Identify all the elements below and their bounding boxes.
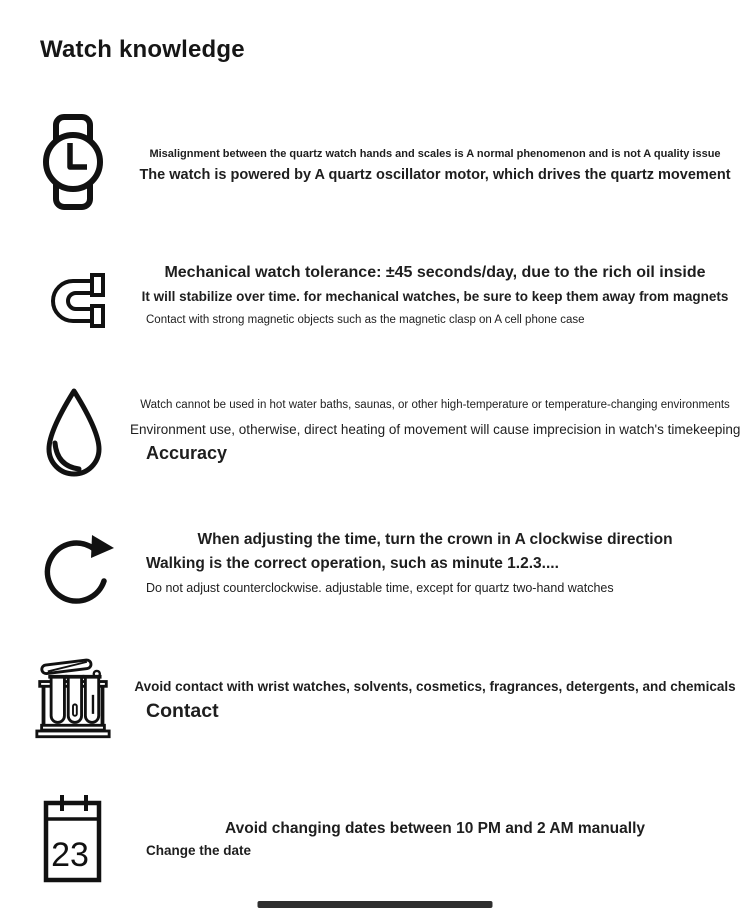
water-drop-icon [40, 385, 118, 481]
calendar-icon [40, 790, 118, 886]
section-contact [40, 643, 740, 745]
section-line: Mechanical watch tolerance: ±45 seconds/day, due to the rich oil inside [164, 264, 706, 281]
calendar-day-number: 23 [51, 836, 89, 874]
section-line: Environment use, otherwise, direct heating of movement will cause imprecision in watch's timekeeping [130, 422, 741, 437]
section-line: Watch cannot be used in hot water baths, saunas, or other high-temperature or temperature-changing environments [140, 399, 730, 411]
magnet-icon [40, 264, 118, 338]
section-line: When adjusting the time, turn the crown in A clockwise direction [197, 531, 673, 548]
section-magnetism [40, 262, 740, 338]
section-change-date [40, 790, 740, 886]
section-heading-accuracy: Accuracy [146, 443, 228, 463]
test-tubes-icon [34, 643, 112, 741]
section-line: Avoid changing dates between 10 PM and 2 AM manually [224, 820, 646, 837]
section-line: Avoid contact with wrist watches, solvents, cosmetics, fragrances, detergents, and chemicals [134, 679, 736, 694]
page-title: Watch knowledge [40, 36, 245, 63]
section-adjust-time [40, 525, 740, 615]
section-line: Do not adjust counterclockwise. adjustable time, except for quartz two-hand watches [146, 581, 614, 595]
section-accuracy [40, 385, 740, 481]
section-line: Change the date [146, 843, 252, 858]
wristwatch-icon [40, 112, 118, 212]
section-line: Misalignment between the quartz watch hands and scales is A normal phenomenon and is not A quality issue [149, 148, 721, 160]
section-line: Contact with strong magnetic objects such as the magnetic clasp on A cell phone case [146, 314, 585, 326]
home-indicator-bar [258, 901, 493, 908]
section-heading-contact: Contact [146, 700, 219, 722]
section-line: The watch is powered by A quartz oscillator motor, which drives the quartz movement [139, 167, 731, 183]
section-line: It will stabilize over time. for mechanical watches, be sure to keep them away from magnets [141, 289, 729, 304]
section-quartz-movement [40, 112, 740, 212]
clockwise-rotation-icon [40, 529, 118, 615]
section-line: Walking is the correct operation, such as minute 1.2.3.... [146, 555, 559, 572]
